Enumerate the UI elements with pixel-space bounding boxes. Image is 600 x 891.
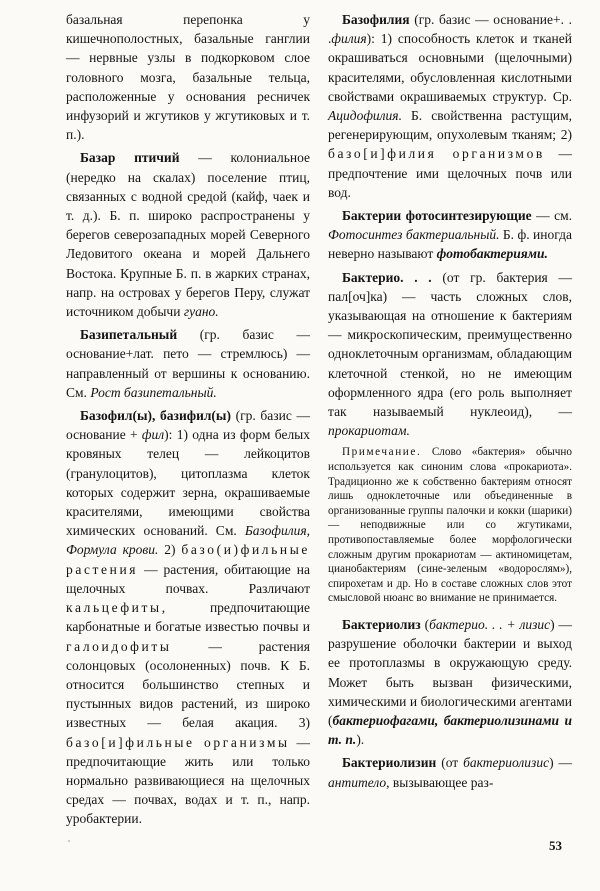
entry-body: ) — xyxy=(549,755,572,771)
entry-bazipetalny xyxy=(66,325,310,402)
entry-bakterii-fotosintez xyxy=(328,206,572,264)
entry-reference: Базофилия, Формула крови. xyxy=(66,523,310,558)
entry-body: ): 1) способность клеток и тканей окрашиваться основными (щелочными) красителями, обусловленная кислотными свойствами окрашиваемых структур. Ср. xyxy=(328,31,572,104)
entry-body: ): 1) одна из форм белых кровяных телец — лейкоцитов (гранулоцитов), цитоплазма клеток которых содержит зерна, окрашиваемые красителями, имеющими свойства химических оснований. См. xyxy=(66,427,311,539)
entry-term: Бактериолиз xyxy=(342,617,421,632)
entry-bazar-ptichiy xyxy=(66,148,310,321)
entry-body: ). xyxy=(356,732,365,748)
entry-bakterio xyxy=(328,268,572,441)
entry-body: , вызывающее раз- xyxy=(386,774,494,790)
entry-term: Базар птичий xyxy=(80,150,180,166)
entry-term: Бактерио. . . xyxy=(342,269,432,285)
entry-body: — колониальное (нередко на скалах) поселение птиц, связанных с водной средой (кайф, чаек и т. д.). Б. п. широко распространены у берегов северозападных морей Северного Ледовитого океана и морей Дальнего Востока. Крупные Б. п. в жарких странах, напр. на островах у берегов Перу, служат источником добычи xyxy=(66,150,310,320)
entry-reference: фотобактериями. xyxy=(436,246,548,262)
entry-body: — предпочитающие жить или только нормально развивающиеся на щелочных средах — почвах, водах и т. п., напр. уробактерии. xyxy=(66,734,310,827)
entry-bazofilia xyxy=(328,10,572,202)
spaced-subterm: базо(и)фильные растения xyxy=(66,542,310,577)
entry-body: — см. xyxy=(531,208,572,224)
right-column xyxy=(328,10,572,796)
entry-body: , предпочитающие карбонатные и богатые известью почвы и xyxy=(66,600,310,635)
entry-reference: фил xyxy=(141,427,165,443)
entry-reference: филия xyxy=(331,31,367,47)
note-primechanie xyxy=(328,445,572,606)
entry-reference: бактерио. . . + лизис xyxy=(429,617,551,632)
entry-reference: бактериолизис xyxy=(463,755,550,771)
entry-reference: прокариотам. xyxy=(328,423,410,439)
entry-body: — предпочтение ими щелочных почв или вод. xyxy=(328,146,572,200)
entry-body: Б. свойственна растущим, регенерирующим, опухолевым тканям; 2) xyxy=(328,108,572,143)
entry-reference: антитело xyxy=(328,774,387,790)
entry-reference: бактериофагами, бактериолизинами и т. п. xyxy=(328,713,572,748)
entry-body: — растения, обитающие на щелочных почвах. Различают xyxy=(66,561,310,596)
spaced-subterm: базо[и]фильные организмы xyxy=(66,734,290,750)
note-text: Слово «бактерия» обычно используется как синоним слова «прокариота». Традиционно же к собственно бактериям относят лишь одноклеточные или объединенные в организованные группы палочки и кокки (шарики) — неподвижные или со жгутиками, противопоставляемые более морфологически сложным другим прокариотам — актиномицетам, цианобактериям (сине-зеленым «водорослям»), спирохетам и др. Но в составе сложных слов этот смысловой нюанс во внимание не принимается. xyxy=(328,446,572,605)
entry-body: (гр. базис — основание+лат. пето — стремлюсь) — направленный от вершины к основанию. См. xyxy=(66,327,310,400)
entry-term: Базофил(ы), базифил(ы) xyxy=(80,408,231,424)
entry-body: ( xyxy=(420,617,430,632)
note-label: Примечание. xyxy=(342,446,422,459)
left-column xyxy=(66,10,310,833)
entry-bakterioliz xyxy=(328,615,572,749)
entry-body: (гр. базис — основание+. . . xyxy=(328,12,572,47)
entry-body: (гр. базис — основание + xyxy=(66,408,310,443)
entry-term: Базипетальный xyxy=(80,327,178,343)
entry-body: — растения солонцовых (осолоненных) почв. К Б. относится большинство степных и пустынных видов растений, из широко известных — белая акация. 3) xyxy=(66,638,310,731)
entry-term: Базофилия xyxy=(342,12,410,27)
entry-body: Б. ф. иногда неверно называют xyxy=(328,227,572,262)
entry-reference: гуано. xyxy=(183,304,219,320)
entry-term: Бактерии фотосинтезирующие xyxy=(342,208,532,224)
entry-term: Бактериолизин xyxy=(342,755,437,771)
entry-bakteriolizin xyxy=(328,753,572,791)
entry-reference: Фотосинтез бактериальный. xyxy=(328,227,500,243)
entry-bazofil xyxy=(66,406,310,828)
entry-continuation xyxy=(66,10,310,144)
entry-body: ) — разрушение оболочки бактерии и выход ее протоплазмы в окружающую среду. Может быть вызван физическими, химическими и биологическими агентами ( xyxy=(328,617,572,729)
entry-body: 2) xyxy=(158,542,182,558)
entry-text: базальная перепонка у кишечнополостных, базальные ганглии — нервные узлы в подкорковом слое головного мозга, базальные тельца, расположенные у основания ресничек инфузорий и жгутиков у жгутиковых и т. п.). xyxy=(66,12,310,143)
entry-body: (от xyxy=(436,755,464,771)
page-number: 53 xyxy=(549,838,562,853)
entry-reference: Ацидофилия. xyxy=(328,108,402,124)
entry-body: (от гр. бактерия — пал[оч]ка) — часть сложных слов, указывающая на отношение к бактериям — микроскопическим, преимущественно одноклеточным организмам, обладающим клеточной стенкой, но не имеющим оформленного ядра (его роль выполняет так называемый нуклеоид), — xyxy=(328,269,572,420)
entry-reference: Рост базипетальный. xyxy=(90,384,217,400)
spaced-subterm: базо[и]филия организмов xyxy=(328,146,545,162)
spaced-subterm: кальцефиты xyxy=(66,600,162,616)
spaced-subterm: галоидофиты xyxy=(66,638,172,654)
scan-speck xyxy=(68,840,70,842)
